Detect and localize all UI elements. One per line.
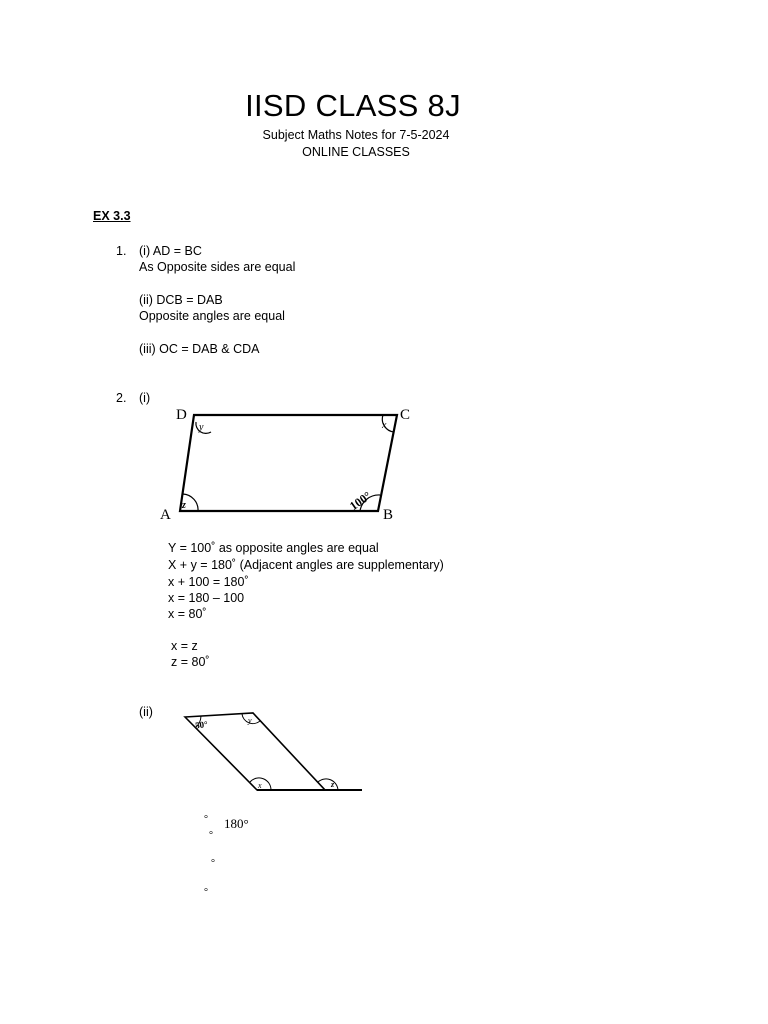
angle-label-bottom-left: x [258, 781, 262, 790]
angle-label-bottom-right: z [331, 780, 335, 789]
solution-i-line-1: Y = 100˚ as opposite angles are equal [168, 541, 379, 555]
angle-label-top-left: 50° [194, 719, 209, 731]
exercise-heading: EX 3.3 [93, 209, 131, 223]
page-title: IISD CLASS 8J [245, 88, 461, 123]
angle-label-d: y [199, 422, 204, 433]
angle-label-b: 100° [346, 488, 374, 514]
solution-i-line-4: x = 180 – 100 [168, 591, 245, 605]
parallelogram-figure-1 [155, 400, 425, 525]
question-1-part-i: (i) AD = BC [139, 244, 202, 258]
solution-ii-degree-4: ° [204, 887, 208, 898]
solution-i-line-2: X + y = 180˚ (Adjacent angles are supplementary) [168, 558, 444, 572]
solution-ii-degree-2: ° [209, 830, 213, 841]
question-2-part-ii-label: (ii) [139, 705, 153, 719]
question-2-part-i-label: (i) [139, 391, 151, 405]
subject-line: Subject Maths Notes for 7-5-2024 [262, 128, 450, 142]
solution-i-line-3: x + 100 = 180˚ [168, 575, 249, 589]
angle-label-a: z [182, 500, 186, 511]
question-1-number: 1. [116, 244, 127, 258]
question-1-part-ii: (ii) DCB = DAB [139, 293, 223, 307]
question-1-part-ii-reason: Opposite angles are equal [139, 309, 285, 323]
mode-line: ONLINE CLASSES [302, 145, 410, 159]
solution-ii-degree-1: ° [204, 814, 208, 825]
question-2-number: 2. [116, 391, 127, 405]
solution-i-line-7: z = 80˚ [171, 655, 210, 669]
question-1-part-i-reason: As Opposite sides are equal [139, 260, 296, 274]
vertex-label-d: D [176, 407, 187, 423]
solution-ii-degree-3: ° [211, 858, 215, 869]
angle-label-c: x [382, 420, 387, 431]
solution-ii-value-1: 180° [224, 816, 249, 831]
vertex-label-c: C [400, 407, 411, 423]
solution-i-line-5: x = 80˚ [168, 607, 207, 621]
parallelogram-figure-2 [180, 706, 370, 796]
angle-label-top-right: y [248, 716, 252, 725]
solution-i-line-6: x = z [171, 639, 198, 653]
angle-arc-bottom-right [318, 779, 338, 790]
vertex-label-a: A [160, 507, 171, 523]
vertex-label-b: B [383, 507, 394, 523]
question-1-part-iii: (iii) OC = DAB & CDA [139, 342, 260, 356]
